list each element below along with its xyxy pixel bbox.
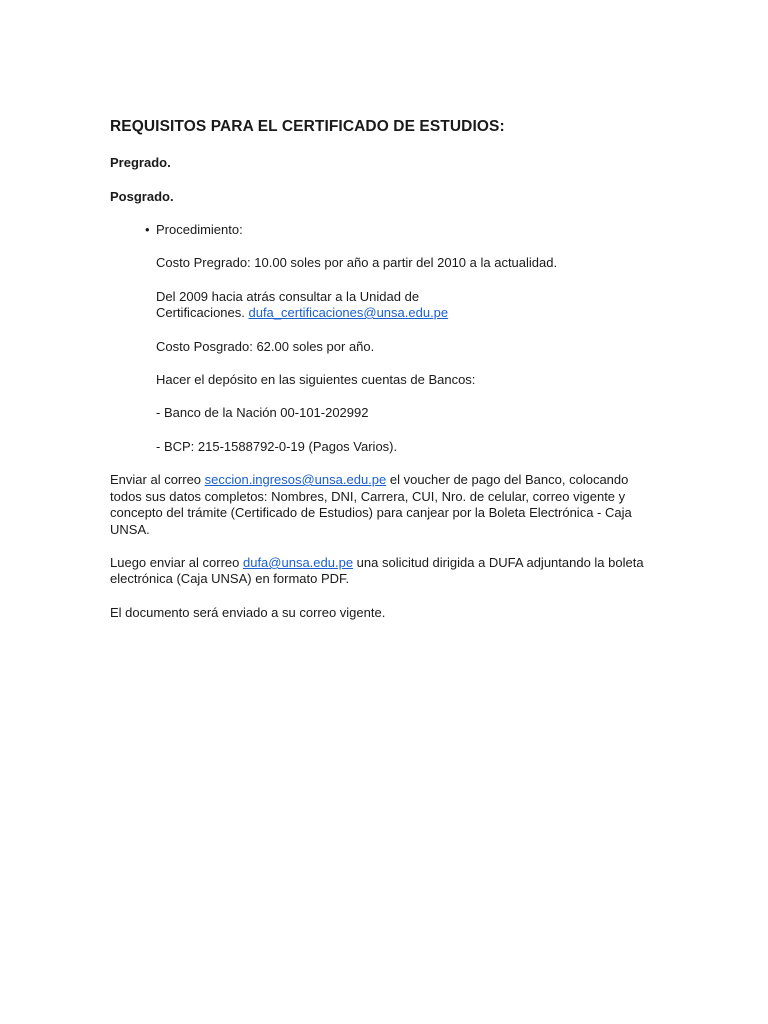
email-ingresos-link[interactable]: seccion.ingresos@unsa.edu.pe <box>204 472 387 487</box>
enviar-line1 <box>110 472 628 488</box>
section-posgrado: Posgrado. <box>110 189 174 204</box>
luego-prefix: Luego enviar al correo <box>110 555 243 570</box>
hacer-deposito-text: Hacer el depósito en las siguientes cuentas de Bancos: <box>156 372 476 387</box>
enviar-line2: todos sus datos completos: Nombres, DNI, Carrera, CUI, Nro. de celular, correo vigente y <box>110 489 626 504</box>
del-2009-line1: Del 2009 hacia atrás consultar a la Unidad de <box>156 289 420 304</box>
costo-posgrado-text: Costo Posgrado: 62.00 soles por año. <box>156 339 375 354</box>
costo-pregrado-text: Costo Pregrado: 10.00 soles por año a partir del 2010 a la actualidad. <box>156 255 558 270</box>
bullet-icon: • <box>145 222 150 237</box>
enviar-line4: UNSA. <box>110 522 150 537</box>
banco-nacion-text: - Banco de la Nación 00-101-202992 <box>156 405 369 420</box>
procedimiento-label: Procedimiento: <box>156 222 243 237</box>
section-pregrado: Pregrado. <box>110 155 171 170</box>
final-note: El documento será enviado a su correo vigente. <box>110 605 386 620</box>
email-dufa-link[interactable]: dufa@unsa.edu.pe <box>242 555 354 570</box>
enviar-prefix: Enviar al correo <box>110 472 205 487</box>
luego-line2: electrónica (Caja UNSA) en formato PDF. <box>110 571 350 586</box>
del-2009-line2 <box>156 305 448 321</box>
enviar-line3: concepto del trámite (Certificado de Estudios) para canjear por la Boleta Electrónica - Caja <box>110 505 632 520</box>
enviar-suffix: el voucher de pago del Banco, colocando <box>386 472 629 487</box>
email-certificaciones-link[interactable]: dufa_certificaciones@unsa.edu.pe <box>248 305 449 320</box>
luego-suffix: una solicitud dirigida a DUFA adjuntando la boleta <box>353 555 644 570</box>
document-title: REQUISITOS PARA EL CERTIFICADO DE ESTUDIOS: <box>110 118 505 135</box>
luego-line1 <box>110 555 644 571</box>
del-2009-prefix: Certificaciones. <box>156 305 249 320</box>
bcp-text: - BCP: 215-1588792-0-19 (Pagos Varios). <box>156 439 398 454</box>
